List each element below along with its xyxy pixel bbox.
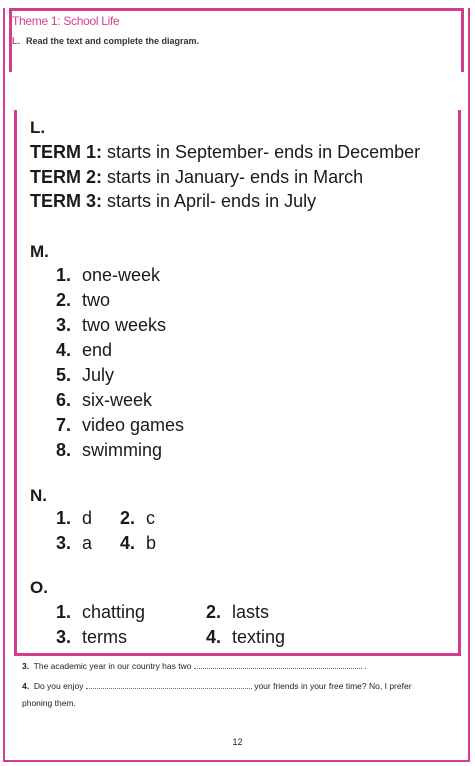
m-item-number: 4. [56,340,72,360]
o-item [56,627,127,648]
exercise-3-text: The academic year in our country has two [33,661,192,671]
m-item-number: 1. [56,265,72,285]
section-o-heading: O. [30,578,48,597]
m-item [56,265,160,286]
section-n-heading: N. [30,486,47,505]
n-item-answer: d [82,508,93,528]
m-item [56,290,110,311]
n-item [120,533,156,554]
m-item-number: 8. [56,440,72,460]
m-item-answer: two weeks [82,315,167,335]
o-item-number: 1. [56,602,72,622]
m-item-number: 2. [56,290,72,310]
m-item-answer: swimming [82,440,163,460]
o-item-answer: terms [82,627,127,647]
m-item [56,390,152,411]
exercise-4-text: Do you enjoy [33,681,84,691]
exercise-4-mid: your friends in your free time? No, I prefer [254,681,412,691]
m-item-number: 3. [56,315,72,335]
m-item [56,415,184,436]
o-item-number: 4. [206,627,222,647]
n-item-number: 2. [120,508,136,528]
o-item-answer: lasts [232,602,270,622]
n-item [56,533,92,554]
n-item [56,508,92,529]
o-item [56,602,145,623]
o-item-number: 3. [56,627,72,647]
o-item-answer: texting [232,627,286,647]
theme-title: Theme 1: School Life [12,14,120,28]
exercise-3-end: . [364,661,367,671]
m-item-number: 5. [56,365,72,385]
exercise-3-number: 3. [22,661,30,671]
term-1-line [30,142,420,163]
m-item-answer: one-week [82,265,161,285]
instruction-number: L. [12,36,20,46]
n-item-answer: c [146,508,155,528]
o-item-number: 2. [206,602,222,622]
exercise-4-blank[interactable] [86,688,252,689]
m-item [56,440,162,461]
m-item-number: 7. [56,415,72,435]
n-item-answer: a [82,533,93,553]
n-item-number: 4. [120,533,136,553]
page-frame-left [3,8,5,660]
term-1-text: starts in September- ends in December [102,142,421,162]
m-item-answer: end [82,340,113,360]
term-1-label: TERM 1: [30,142,102,162]
m-item [56,365,114,386]
instruction [12,36,199,46]
o-item [206,627,285,648]
m-item-answer: July [82,365,115,385]
m-item [56,315,166,336]
o-item [206,602,269,623]
term-2-line [30,167,363,188]
term-3-text: starts in April- ends in July [102,191,317,211]
section-m-heading: M. [30,242,49,261]
n-item-answer: b [146,533,157,553]
term-2-text: starts in January- ends in March [102,167,364,187]
m-item-answer: six-week [82,390,153,410]
term-2-label: TERM 2: [30,167,102,187]
m-item [56,340,112,361]
term-3-line [30,191,316,212]
exercise-4-line2: phoning them. [22,698,76,708]
section-l-heading: L. [30,118,46,137]
m-item-number: 6. [56,390,72,410]
page-frame-right [468,8,470,660]
exercise-4 [22,681,412,691]
exercise-4-number: 4. [22,681,30,691]
exercise-3 [22,661,367,671]
exercise-3-blank[interactable] [194,668,362,669]
m-item-answer: two [82,290,111,310]
n-item-number: 1. [56,508,72,528]
instruction-text: Read the text and complete the diagram. [26,36,200,46]
n-item [120,508,155,529]
term-3-label: TERM 3: [30,191,102,211]
o-item-answer: chatting [82,602,146,622]
page-number: 12 [232,737,243,747]
m-item-answer: video games [82,415,185,435]
n-item-number: 3. [56,533,72,553]
